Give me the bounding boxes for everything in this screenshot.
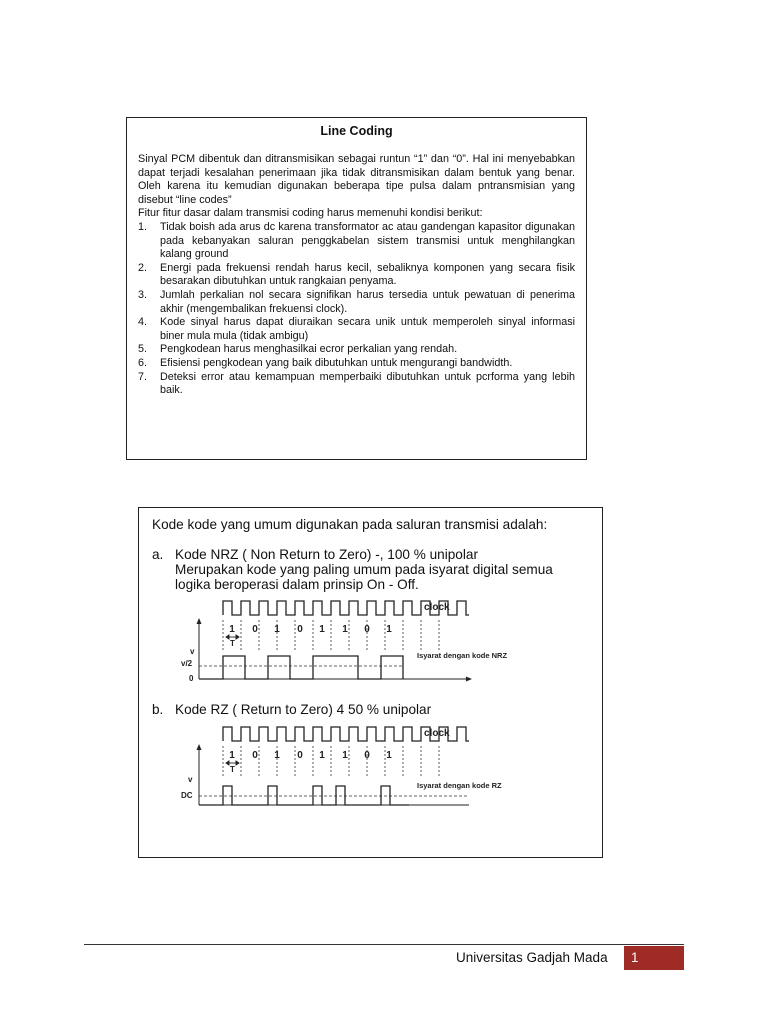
axis-v-label: v <box>188 775 193 784</box>
list-item <box>138 357 575 371</box>
bit-label: 1 <box>342 750 348 761</box>
bit-label: 1 <box>319 750 325 761</box>
bit-label: 1 <box>386 624 392 635</box>
nrz-signal <box>199 656 403 679</box>
list-item <box>138 289 575 316</box>
bit-label: 0 <box>252 750 258 761</box>
list-text: Tidak boish ada arus dc karena transformator ac atau gandengan kapasitor digunakan pada kebanyakan saluran penggkabelan sistem transmisi untuk menghilangkan kalang ground <box>160 220 575 261</box>
item-label: a. <box>152 547 164 562</box>
rz-diagram <box>179 718 502 813</box>
line-coding-box <box>126 117 587 460</box>
codes-intro: Kode kode yang umum digunakan pada saluran transmisi adalah: <box>152 517 548 532</box>
list-number: 1. <box>138 220 148 233</box>
bit-label: 1 <box>274 624 280 635</box>
footer-institution: Universitas Gadjah Mada <box>456 950 608 965</box>
nrz-description-1: Merupakan kode yang paling umum pada isyarat digital semua <box>175 562 553 577</box>
period-label: T <box>230 639 235 648</box>
list-text: Pengkodean harus menghasilkai ecror perkalian yang rendah. <box>160 343 458 356</box>
list-text: Deteksi error atau kemampuan memperbaiki dibutuhkan untuk pcrforma yang lebih baik. <box>160 370 575 397</box>
nrz-diagram <box>179 592 508 687</box>
y-axis-arrow <box>197 744 202 750</box>
list-number: 3. <box>138 288 148 301</box>
list-text: Efisiensi pengkodean yang baik dibutuhkan untuk mengurangi bandwidth. <box>160 356 513 369</box>
line-code-types-box <box>138 507 603 858</box>
axis-v2-label: v/2 <box>181 659 193 668</box>
list-text: Jumlah perkalian nol secara signifikan harus tersedia untuk pewatuan di penerima akhir (mengembalikan frekuensi clock). <box>160 288 575 315</box>
period-label: T <box>230 765 235 774</box>
bit-label: 1 <box>342 624 348 635</box>
bit-label: 1 <box>274 750 280 761</box>
nrz-signal-label: Isyarat dengan kode NRZ <box>417 651 508 660</box>
bit-label: 0 <box>364 624 370 635</box>
rz-heading: Kode RZ ( Return to Zero) 4 50 % unipolar <box>175 702 432 717</box>
clock-label: clock <box>424 728 450 739</box>
rz-signal-label: Isyarat dengan kode RZ <box>417 781 502 790</box>
bit-label: 1 <box>229 624 235 635</box>
axis-zero-label: 0 <box>189 674 194 683</box>
list-item <box>138 262 575 289</box>
footer-divider <box>84 944 684 945</box>
axis-v-label: v <box>190 647 195 656</box>
list-number: 7. <box>138 370 148 383</box>
bit-label: 0 <box>297 750 303 761</box>
bit-label: 1 <box>229 750 235 761</box>
bit-label: 0 <box>364 750 370 761</box>
list-item <box>138 371 575 398</box>
bit-label: 1 <box>386 750 392 761</box>
intro-paragraph: Sinyal PCM dibentuk dan ditransmisikan sebagai runtun “1” dan “0”. Hal ini menyebabkan dapat terjadi kesalahan penerimaan jika tidak ditransmisikan dalam bentuk yang benar. Oleh karena itu kemudian digunakan beberapa tipe pulsa dalam pntransmisian yang disebut “line codes” <box>138 153 575 206</box>
y-axis-arrow <box>197 618 202 624</box>
page-number: 1 <box>624 946 684 970</box>
rz-signal <box>199 786 409 805</box>
features-list <box>138 221 575 398</box>
list-number: 4. <box>138 316 148 329</box>
list-number: 2. <box>138 261 148 274</box>
list-item <box>138 343 575 357</box>
list-item <box>138 221 575 262</box>
clock-label: clock <box>424 602 450 613</box>
list-text: Kode sinyal harus dapat diuraikan secara unik untuk memperoleh sinyal informasi biner mula mula (tidak ambigu) <box>160 316 575 342</box>
x-axis-arrow <box>466 677 472 682</box>
features-paragraph: Fitur fitur dasar dalam transmisi coding harus memenuhi kondisi berikut: <box>138 207 483 220</box>
bit-label: 0 <box>252 624 258 635</box>
nrz-description-2: logika beroperasi dalam prinsip On - Off. <box>175 577 419 592</box>
axis-dc-label: DC <box>181 791 193 800</box>
item-label: b. <box>152 702 164 717</box>
list-number: 6. <box>138 356 148 369</box>
nrz-heading: Kode NRZ ( Non Return to Zero) -, 100 % unipolar <box>175 547 478 562</box>
bit-label: 1 <box>319 624 325 635</box>
list-text: Energi pada frekuensi rendah harus kecil, sebaliknya komponen yang secara fisik besarakan dibutuhkan untuk rangkaian penyama. <box>160 261 575 288</box>
bit-label: 0 <box>297 624 303 635</box>
list-item <box>138 316 575 343</box>
list-number: 5. <box>138 343 148 356</box>
section-title: Line Coding <box>320 124 393 138</box>
